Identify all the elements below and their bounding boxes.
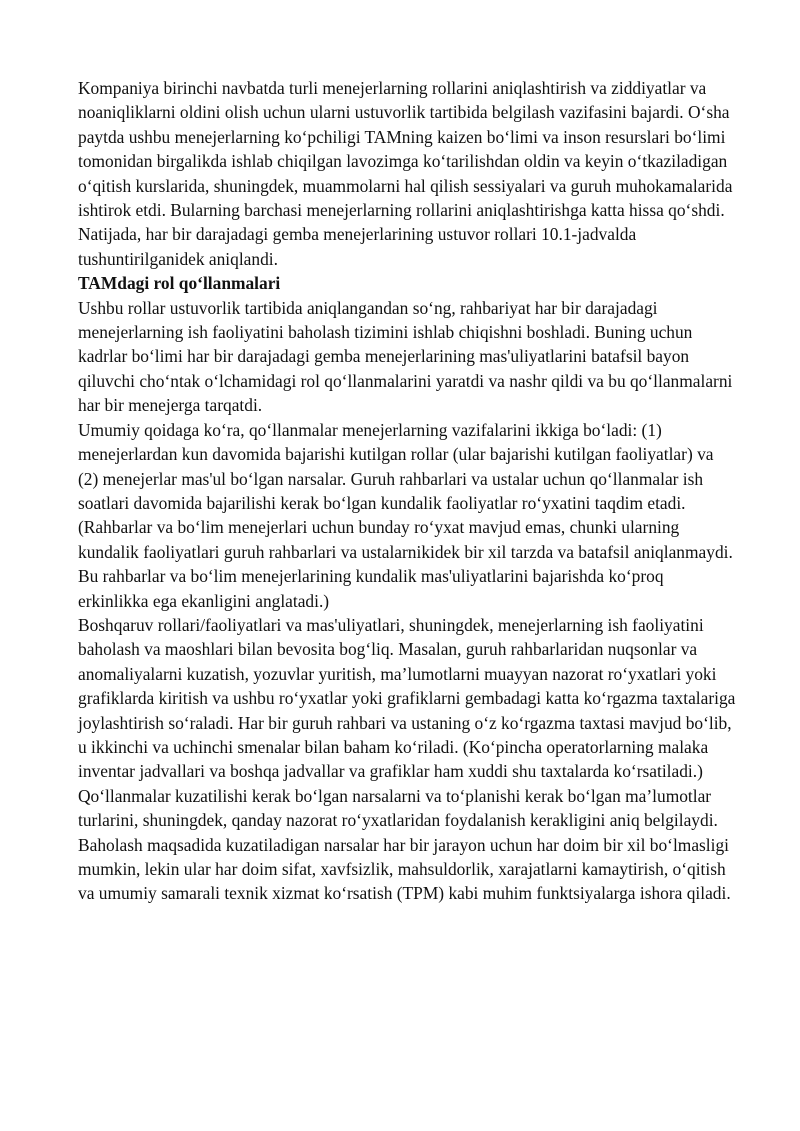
paragraph-role-manuals: Ushbu rollar ustuvorlik tartibida aniqlangandan so‘ng, rahbariyat har bir darajadagi menejerlarning ish faoliyatini baholash tizimini ishlab chiqishni boshladi. Buning uchun kadrlar bo‘limi har bir darajadagi gemba menejerlarining mas'uliyatlarini batafsil bayon qiluvchi cho‘ntak o‘lchamidagi rol qo‘llanmalarini yaratdi va nashr qildi va bu qo‘llanmalarni har bir menejerga tarqatdi. bbox=[78, 297, 733, 416]
section-heading: TAMdagi rol qo‘llanmalari bbox=[78, 273, 281, 294]
paragraph-management-roles: Boshqaruv rollari/faoliyatlari va mas'uliyatlari, shuningdek, menejerlarning ish faoliyatini baholash va maoshlari bilan bevosita bog‘liq. Masalan, guruh rahbarlaridan nuqsonlar va anomaliyalarni kuzatish, yozuvlar yuritish, ma’lumotlarni muayyan nazorat ro‘yxatlari yoki grafiklarda kiritish va ushbu ro‘yxatlar yoki grafiklarni gembadagi katta ko‘rgazma taxtalariga joylashtirish so‘raladi. Har bir guruh rahbari va ustaning o‘z ko‘rgazma taxtasi mavjud bo‘lib, u ikkinchi va uchinchi smenalar bilan baham ko‘riladi. (Ko‘pincha operatorlarning malaka inventar jadvallari va boshqa jadvallar va grafiklar ham xuddi shu taxtalarda ko‘rsatiladi.) Qo‘llanmalar kuzatilishi kerak bo‘lgan narsalarni va to‘planishi kerak bo‘lgan ma’lumotlar turlarini, shuningdek, qanday nazorat ro‘yxatlaridan foydalanish kerakligini aniq belgilaydi. Baholash maqsadida kuzatiladigan narsalar har bir jarayon uchun har doim bir xil bo‘lmasligi mumkin, lekin ular har doim sifat, xavfsizlik, mahsuldorlik, xarajatlarni kamaytirish, o‘qitish va umumiy samarali texnik xizmat ko‘rsatish (TPM) kabi muhim funktsiyalarga ishora qiladi. bbox=[78, 614, 736, 904]
paragraph-general-rule: Umumiy qoidaga ko‘ra, qo‘llanmalar menejerlarning vazifalarini ikkiga bo‘ladi: (1) menejerlardan kun davomida bajarishi kutilgan rollar (ular bajarishi kutilgan faoliyatlar) va (2) menejerlar mas'ul bo‘lgan narsalar. Guruh rahbarlari va ustalar uchun qo‘llanmalar ish soatlari davomida bajarilishi kerak bo‘lgan kundalik faoliyatlar ro‘yxatini taqdim etadi. (Rahbarlar va bo‘lim menejerlari uchun bunday ro‘yxat mavjud emas, chunki ularning kundalik faoliyatlari guruh rahbarlari va ustalarnikidek bir xil tarzda va batafsil aniqlanmaydi. Bu rahbarlar va bo‘lim menejerlarining kundalik mas'uliyatlarini bajarishda ko‘proq erkinlikka ega ekanligini anglatadi.) bbox=[78, 419, 733, 611]
paragraph-intro: Kompaniya birinchi navbatda turli menejerlarning rollarini aniqlashtirish va ziddiyatlar va noaniqliklarni oldini olish uchun ularni ustuvorlik tartibida belgilash vazifasini bajardi. O‘sha paytda ushbu menejerlarning ko‘pchiligi TAMning kaizen bo‘limi va inson resurslari bo‘limi tomonidan birgalikda ishlab chiqilgan lavozimga ko‘tarilishdan oldin va keyin o‘tkaziladigan o‘qitish kurslarida, shuningdek, muammolarni hal qilish sessiyalari va guruh muhokamalarida ishtirok etdi. Bularning barchasi menejerlarning rollarini aniqlashtirishga katta hissa qo‘shdi. Natijada, har bir darajadagi gemba menejerlarining ustuvor rollari 10.1-jadvalda tushuntirilganidek aniqlandi. bbox=[78, 78, 733, 269]
document-page bbox=[78, 76, 738, 906]
